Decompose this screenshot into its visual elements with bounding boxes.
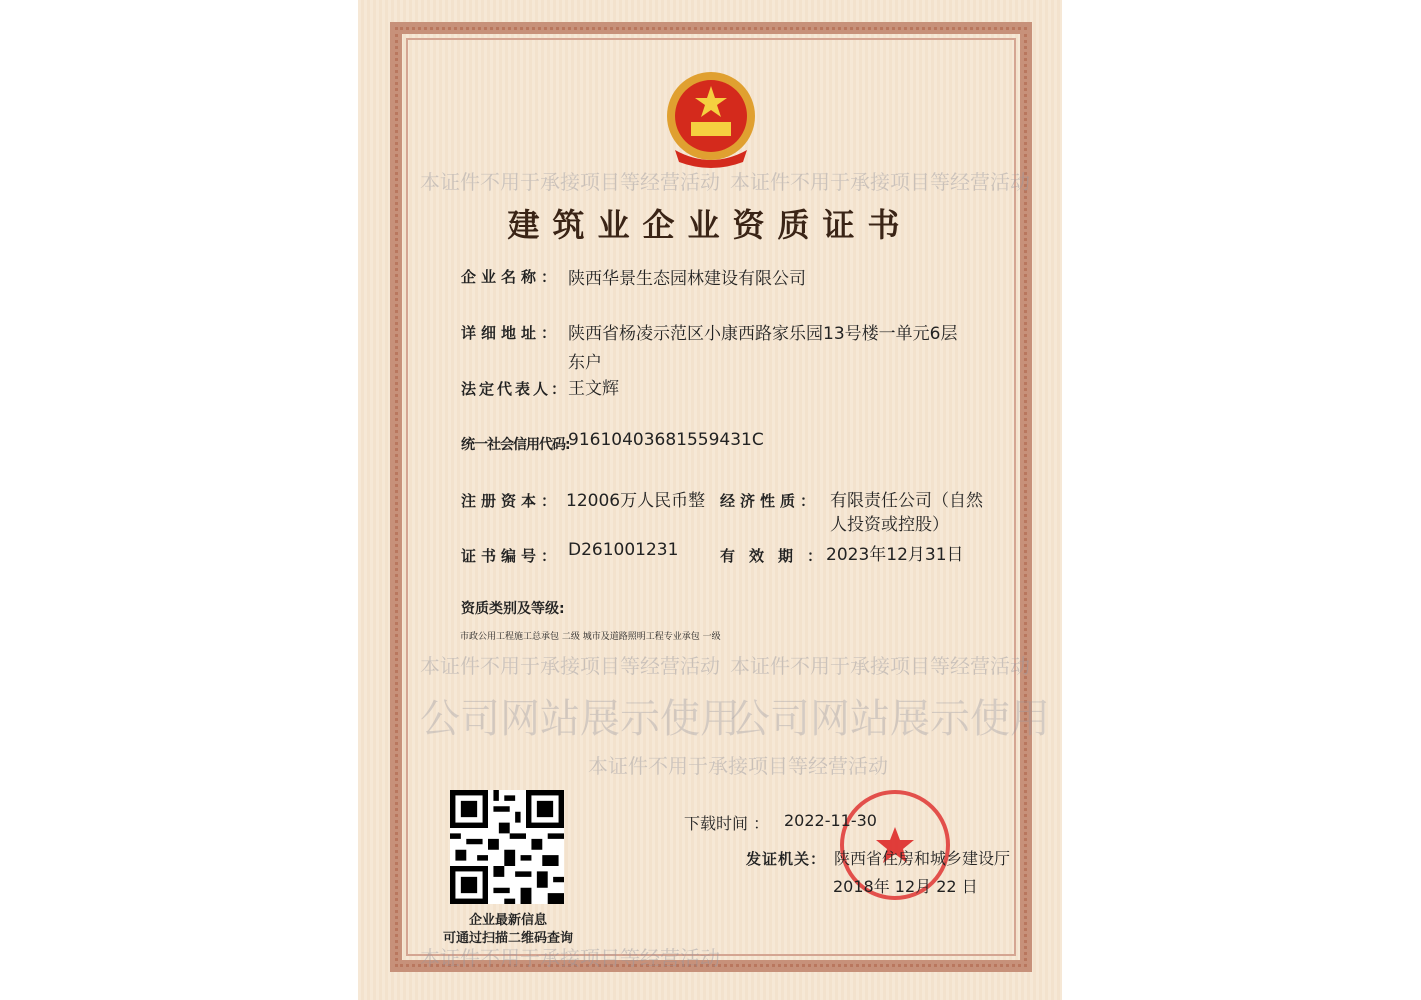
download-time: 2022-11-30 [784, 811, 877, 830]
cert-no-label: 证书编号： [461, 547, 562, 565]
address-line2: 东户 [568, 353, 602, 373]
credit-code: 916104036815594​31C [568, 430, 764, 450]
valid-label: 有效期： [720, 547, 837, 565]
watermark: 本证件不用于承接项目等经营活动 [588, 754, 888, 778]
address-label: 详细地址： [461, 324, 562, 342]
legal-rep: 王文辉 [568, 379, 619, 399]
capital: 12006万人民币整 [566, 491, 706, 511]
issuer: 陕西省住房和城乡建设厅 [834, 849, 1011, 868]
watermark: 本证件不用于承接项目等经营活动 [420, 946, 720, 970]
watermark: 本证件不用于承接项目等经营活动 [420, 654, 720, 678]
qr-code [450, 790, 564, 904]
download-label: 下载时间 ： [684, 814, 770, 833]
qr-caption-2: 可通过扫描二维码查询 [442, 931, 573, 946]
watermark: 本证件不用于承接项目等经营活动 [730, 170, 1030, 194]
qualification: 市政公用工程施工总承包 二级 城市及道路照明工程专业承包 一级 [460, 632, 721, 642]
certificate [358, 0, 1062, 1000]
watermark-display: 公司网站展示使用 [420, 696, 740, 742]
company-name: 陕西华景生态园林建设有限公司 [568, 269, 806, 289]
credit-code-label: 统一社会信用代码: [461, 437, 570, 453]
issue-date: 2018年 12月 22 日 [833, 877, 978, 896]
national-emblem-icon [665, 70, 757, 170]
watermark: 本证件不用于承接项目等经营活动 [420, 170, 720, 194]
qualification-label: 资质类别及等级: [461, 601, 565, 617]
qr-caption-1: 企业最新信息 [468, 913, 547, 928]
valid-until: 2023年12月31日 [826, 545, 964, 565]
nature-line1: 有限责任公司（自然 [830, 491, 983, 511]
cert-no: D261001231 [568, 540, 679, 560]
watermark: 本证件不用于承接项目等经营活动 [730, 654, 1030, 678]
watermark-display: 公司网站展示使用 [730, 696, 1050, 742]
company-name-label: 企业名称： [461, 268, 562, 286]
certificate-title: 建筑业企业资质证书 [507, 206, 913, 244]
legal-rep-label: 法定代表人： [461, 380, 570, 398]
nature-label: 经济性质： [720, 492, 821, 510]
issuer-label: 发证机关： [746, 850, 827, 868]
nature-line2: 人投资或控股） [830, 515, 949, 535]
address-line1: 陕西省杨凌示范区小康西路家乐园13号楼一单元6层 [568, 324, 958, 344]
capital-label: 注册资本： [461, 492, 562, 510]
